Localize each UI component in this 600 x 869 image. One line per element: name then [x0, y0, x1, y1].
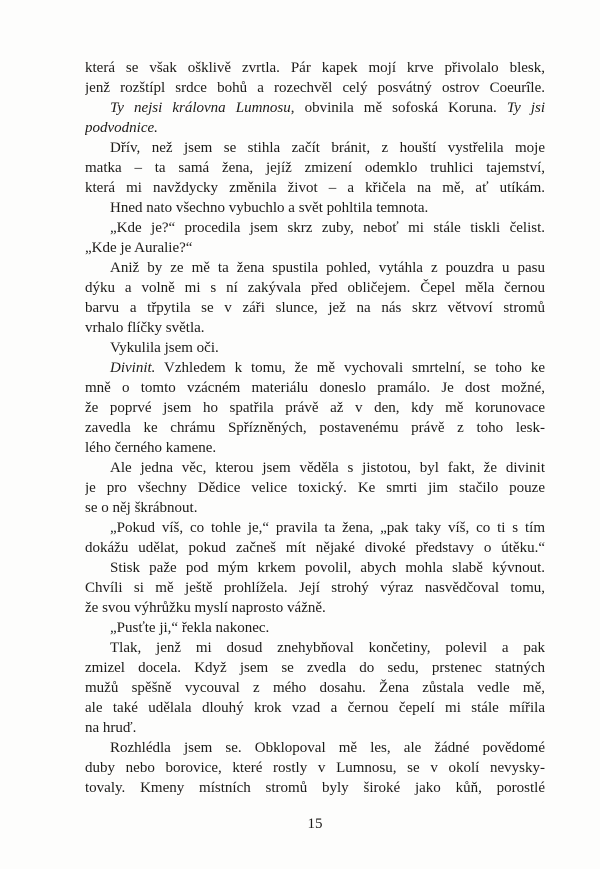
text-run: Aniž by ze mě ta žena spustila pohled, vytáhla z pouzdra u pasu [110, 260, 545, 276]
text-line [85, 138, 545, 158]
text-line [85, 438, 545, 458]
text-line [85, 238, 545, 258]
text-run: zmizel docela. Když jsem se zvedla do sedu, prstenec statných [85, 660, 545, 676]
text-run: dokážu udělat, pokud začneš mít nějaké divoké představy o útěku.“ [85, 540, 545, 556]
text-run: barvu a třpytila se v záři slunce, jež na nás skrz větvoví stromů [85, 300, 545, 316]
text-run: tovaly. Kmeny místních stromů byly široké jako kůň, porostlé [85, 780, 545, 796]
text-line [85, 298, 545, 318]
text-run: se o něj škrábnout. [85, 500, 198, 516]
text-line [85, 458, 545, 478]
text-line [85, 638, 545, 658]
text-run: „Kde je?“ procedila jsem skrz zuby, neboť mi stále tiskli čelist. [110, 220, 545, 236]
text-line [85, 338, 545, 358]
text-run: Rozhlédla jsem se. Obklopoval mě les, ale žádné povědomé [110, 740, 545, 756]
text-run: „Kde je Auralie?“ [85, 240, 193, 256]
text-line [85, 738, 545, 758]
text-line [85, 418, 545, 438]
text-line [85, 118, 545, 138]
text-line [85, 378, 545, 398]
text-run: „Pokud víš, co tohle je,“ pravila ta žena, „pak taky víš, co ti s tím [110, 520, 545, 536]
page-text-block [85, 58, 545, 798]
text-run: mužů spěšně vycouval z mého dosahu. Žena zůstala vedle mě, [85, 680, 545, 696]
text-line [85, 618, 545, 638]
text-line [85, 518, 545, 538]
text-run: je pro všechny Dědice velice toxický. Ke smrti jim stačilo pouze [85, 480, 545, 496]
text-line [85, 538, 545, 558]
text-line [85, 598, 545, 618]
text-line [85, 758, 545, 778]
text-run: ale také udělala dlouhý krok vzad a černou čepelí mi stále mířila [85, 700, 545, 716]
text-line [85, 218, 545, 238]
text-run: vrhalo flíčky světla. [85, 320, 205, 336]
text-line [85, 718, 545, 738]
text-line [85, 358, 545, 378]
text-run: duby nebo borovice, které rostly v Lumnosu, se v okolí nevysky- [85, 760, 545, 776]
text-run: Stisk paže pod mým krkem povolil, abych mohla slabě kývnout. [110, 560, 545, 576]
text-run: zavedla ke chrámu Spřízněných, postavenému právě z toho lesk- [85, 420, 545, 436]
text-line [85, 658, 545, 678]
text-run: Chvíli si mě ještě prohlížela. Její strohý výraz nasvědčoval tomu, [85, 580, 545, 596]
text-line [85, 198, 545, 218]
text-line [85, 478, 545, 498]
page-number: 15 [307, 816, 323, 832]
text-run: Hned nato všechno vybuchlo a svět pohltila temnota. [110, 200, 429, 216]
text-run: matka – ta samá žena, jejíž zmizení odemklo truhlici tajemství, [85, 160, 545, 176]
italic-text-run: Ty jsi [506, 100, 545, 116]
text-line [85, 498, 545, 518]
text-run: Ale jedna věc, kterou jsem věděla s jistotou, byl fakt, že divinit [110, 460, 545, 476]
text-run: jenž rozštípl srdce bohů a rozechvěl celý posvátný ostrov Coeurîle. [85, 80, 545, 96]
italic-text-run: Divinit. [110, 360, 156, 376]
text-line [85, 678, 545, 698]
text-line [85, 58, 545, 78]
text-run: na hruď. [85, 720, 137, 736]
italic-text-run: Ty nejsi královna Lumnosu [110, 100, 291, 116]
text-line [85, 578, 545, 598]
text-line [85, 318, 545, 338]
text-run: že poprvé jsem ho spatřila právě až v den, kdy mě korunovace [85, 400, 545, 416]
text-line [85, 398, 545, 418]
text-run: že svou výhrůžku myslí naprosto vážně. [85, 600, 326, 616]
text-run: Vzhledem k tomu, že mě vychovali smrtelní, se toho ke [155, 360, 545, 376]
text-run: „Pusťte ji,“ řekla nakonec. [110, 620, 270, 636]
text-line [85, 98, 545, 118]
text-run: která se však ošklivě zvrtla. Pár kapek mojí krve přivolalo blesk, [85, 60, 545, 76]
text-line [85, 778, 545, 798]
text-run: mně o tomto vzácném materiálu doneslo pramálo. Je dost možné, [85, 380, 545, 396]
text-line [85, 698, 545, 718]
italic-text-run: podvodnice. [85, 120, 158, 136]
text-run: Vykulila jsem oči. [110, 340, 219, 356]
text-run: Dřív, než jsem se stihla začít bránit, z houští vystřelila moje [110, 140, 545, 156]
text-line [85, 258, 545, 278]
text-line [85, 78, 545, 98]
text-line [85, 158, 545, 178]
text-line [85, 278, 545, 298]
text-run: dýku a volně mi s ní zakývala před obličejem. Čepel měla černou [85, 280, 545, 296]
text-line [85, 178, 545, 198]
text-run: která mi navždycky změnila život – a křičela na mě, ať utíkám. [85, 180, 545, 196]
text-run: , obvinila mě sofoská Koruna. [290, 100, 507, 116]
text-run: Tlak, jenž mi dosud znehybňoval končetiny, polevil a pak [110, 640, 545, 656]
text-run: lého černého kamene. [85, 440, 217, 456]
text-line [85, 558, 545, 578]
